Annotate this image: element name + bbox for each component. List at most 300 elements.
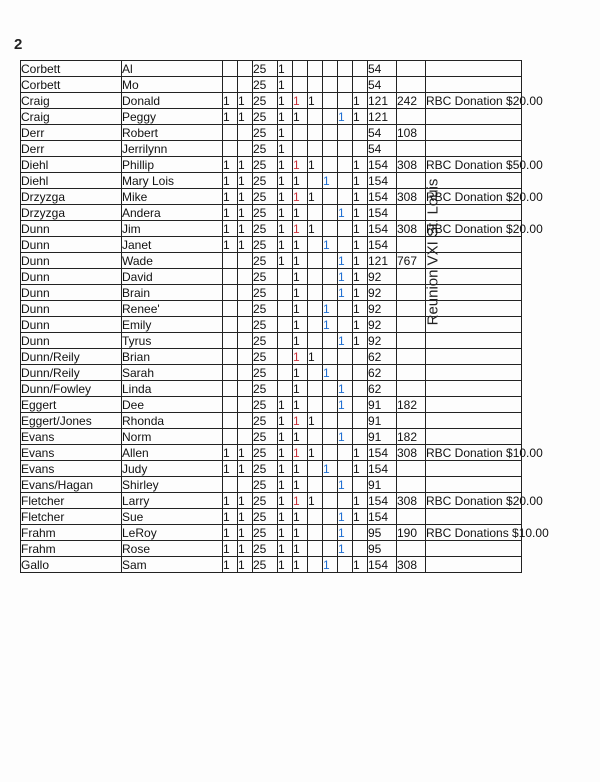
cell-c4: 1 bbox=[278, 397, 293, 413]
cell-c6: 154 bbox=[368, 557, 397, 573]
cell-c3: 25 bbox=[253, 333, 278, 349]
cell-m4: 1 bbox=[338, 205, 353, 221]
cell-c1: 1 bbox=[223, 461, 238, 477]
cell-c5 bbox=[353, 141, 368, 157]
cell-note bbox=[426, 125, 522, 141]
cell-m2: 1 bbox=[308, 413, 323, 429]
cell-m3 bbox=[323, 429, 338, 445]
cell-c6: 154 bbox=[368, 493, 397, 509]
cell-c3: 25 bbox=[253, 445, 278, 461]
cell-c2 bbox=[238, 429, 253, 445]
cell-last: Corbett bbox=[21, 77, 122, 93]
cell-note bbox=[426, 77, 522, 93]
cell-c2: 1 bbox=[238, 205, 253, 221]
table-row bbox=[21, 461, 522, 477]
cell-c6: 154 bbox=[368, 189, 397, 205]
cell-note bbox=[426, 61, 522, 77]
cell-first: Robert bbox=[122, 125, 223, 141]
table-row bbox=[21, 317, 522, 333]
cell-c3: 25 bbox=[253, 109, 278, 125]
cell-c1 bbox=[223, 253, 238, 269]
cell-first: Mo bbox=[122, 77, 223, 93]
cell-last: Dunn/Reily bbox=[21, 349, 122, 365]
cell-c3: 25 bbox=[253, 525, 278, 541]
cell-c7: 182 bbox=[397, 397, 426, 413]
cell-first: Brain bbox=[122, 285, 223, 301]
cell-note bbox=[426, 285, 522, 301]
cell-note bbox=[426, 381, 522, 397]
cell-c5: 1 bbox=[353, 205, 368, 221]
cell-c7 bbox=[397, 317, 426, 333]
table-row bbox=[21, 205, 522, 221]
cell-c6: 91 bbox=[368, 477, 397, 493]
cell-note bbox=[426, 253, 522, 269]
cell-m4: 1 bbox=[338, 253, 353, 269]
cell-c5: 1 bbox=[353, 189, 368, 205]
cell-last: Diehl bbox=[21, 157, 122, 173]
cell-c6: 91 bbox=[368, 413, 397, 429]
table-row bbox=[21, 477, 522, 493]
cell-c4 bbox=[278, 349, 293, 365]
cell-m3 bbox=[323, 205, 338, 221]
cell-c1 bbox=[223, 77, 238, 93]
cell-m2 bbox=[308, 125, 323, 141]
cell-last: Evans bbox=[21, 461, 122, 477]
cell-c6: 121 bbox=[368, 109, 397, 125]
cell-c3: 25 bbox=[253, 317, 278, 333]
table-row bbox=[21, 125, 522, 141]
cell-c5: 1 bbox=[353, 461, 368, 477]
table-row bbox=[21, 413, 522, 429]
cell-c7 bbox=[397, 269, 426, 285]
reunion-table bbox=[20, 60, 549, 573]
cell-m1: 1 bbox=[293, 221, 308, 237]
cell-m2: 1 bbox=[308, 93, 323, 109]
cell-last: Evans bbox=[21, 445, 122, 461]
cell-c5: 1 bbox=[353, 445, 368, 461]
cell-c1 bbox=[223, 413, 238, 429]
cell-last: Derr bbox=[21, 125, 122, 141]
cell-c2: 1 bbox=[238, 557, 253, 573]
cell-note bbox=[426, 301, 522, 317]
cell-c6: 92 bbox=[368, 269, 397, 285]
cell-m1 bbox=[293, 61, 308, 77]
cell-m2 bbox=[308, 557, 323, 573]
cell-m1: 1 bbox=[293, 493, 308, 509]
cell-first: Sam bbox=[122, 557, 223, 573]
cell-c5 bbox=[353, 125, 368, 141]
table-row bbox=[21, 397, 522, 413]
cell-c5: 1 bbox=[353, 93, 368, 109]
cell-c1 bbox=[223, 333, 238, 349]
cell-m3 bbox=[323, 509, 338, 525]
cell-m4 bbox=[338, 77, 353, 93]
cell-m2 bbox=[308, 477, 323, 493]
cell-c2 bbox=[238, 477, 253, 493]
cell-last: Derr bbox=[21, 141, 122, 157]
cell-c7 bbox=[397, 77, 426, 93]
cell-c7 bbox=[397, 61, 426, 77]
cell-c7: 190 bbox=[397, 525, 426, 541]
cell-c6: 62 bbox=[368, 381, 397, 397]
cell-m1: 1 bbox=[293, 525, 308, 541]
cell-c4: 1 bbox=[278, 109, 293, 125]
cell-m3: 1 bbox=[323, 557, 338, 573]
cell-c1: 1 bbox=[223, 109, 238, 125]
cell-note bbox=[426, 429, 522, 445]
table-row bbox=[21, 173, 522, 189]
cell-c2 bbox=[238, 333, 253, 349]
cell-m2 bbox=[308, 77, 323, 93]
cell-c1 bbox=[223, 125, 238, 141]
cell-c4: 1 bbox=[278, 541, 293, 557]
cell-c6: 154 bbox=[368, 445, 397, 461]
cell-c3: 25 bbox=[253, 61, 278, 77]
cell-c5: 1 bbox=[353, 301, 368, 317]
cell-c2 bbox=[238, 397, 253, 413]
cell-m2 bbox=[308, 525, 323, 541]
cell-note bbox=[426, 349, 522, 365]
cell-first: Sarah bbox=[122, 365, 223, 381]
cell-c4: 1 bbox=[278, 173, 293, 189]
cell-c6: 91 bbox=[368, 397, 397, 413]
cell-c4: 1 bbox=[278, 157, 293, 173]
cell-c6: 54 bbox=[368, 125, 397, 141]
cell-m1: 1 bbox=[293, 205, 308, 221]
cell-c2 bbox=[238, 301, 253, 317]
table-row bbox=[21, 269, 522, 285]
cell-c5: 1 bbox=[353, 109, 368, 125]
cell-first: Norm bbox=[122, 429, 223, 445]
cell-note bbox=[426, 317, 522, 333]
cell-m1: 1 bbox=[293, 237, 308, 253]
cell-c7: 308 bbox=[397, 157, 426, 173]
cell-m4: 1 bbox=[338, 429, 353, 445]
cell-m1: 1 bbox=[293, 189, 308, 205]
cell-first: Judy bbox=[122, 461, 223, 477]
cell-c1 bbox=[223, 349, 238, 365]
cell-c2 bbox=[238, 413, 253, 429]
cell-c7 bbox=[397, 413, 426, 429]
cell-c6: 92 bbox=[368, 317, 397, 333]
cell-m1: 1 bbox=[293, 445, 308, 461]
cell-c6: 154 bbox=[368, 205, 397, 221]
cell-m3 bbox=[323, 141, 338, 157]
cell-m3 bbox=[323, 125, 338, 141]
cell-note bbox=[426, 557, 522, 573]
cell-m2 bbox=[308, 381, 323, 397]
cell-c1: 1 bbox=[223, 173, 238, 189]
cell-m2: 1 bbox=[308, 445, 323, 461]
cell-c7 bbox=[397, 541, 426, 557]
cell-m3 bbox=[323, 413, 338, 429]
cell-c6: 54 bbox=[368, 77, 397, 93]
cell-c2 bbox=[238, 349, 253, 365]
cell-last: Dunn/Fowley bbox=[21, 381, 122, 397]
cell-c6: 62 bbox=[368, 349, 397, 365]
cell-m4 bbox=[338, 189, 353, 205]
cell-c4: 1 bbox=[278, 221, 293, 237]
cell-m1: 1 bbox=[293, 381, 308, 397]
table-row bbox=[21, 541, 522, 557]
cell-c3: 25 bbox=[253, 365, 278, 381]
cell-first: Donald bbox=[122, 93, 223, 109]
table-row bbox=[21, 285, 522, 301]
cell-c5: 1 bbox=[353, 285, 368, 301]
cell-m1: 1 bbox=[293, 285, 308, 301]
cell-m3 bbox=[323, 349, 338, 365]
cell-m4: 1 bbox=[338, 397, 353, 413]
cell-c2: 1 bbox=[238, 493, 253, 509]
cell-c2: 1 bbox=[238, 509, 253, 525]
cell-m3 bbox=[323, 61, 338, 77]
table-row bbox=[21, 445, 522, 461]
cell-c4 bbox=[278, 317, 293, 333]
cell-c1 bbox=[223, 285, 238, 301]
cell-c1 bbox=[223, 301, 238, 317]
cell-m3: 1 bbox=[323, 237, 338, 253]
cell-m4: 1 bbox=[338, 525, 353, 541]
cell-c2: 1 bbox=[238, 221, 253, 237]
cell-m2 bbox=[308, 109, 323, 125]
cell-c7: 308 bbox=[397, 221, 426, 237]
cell-m2 bbox=[308, 173, 323, 189]
cell-c7: 308 bbox=[397, 445, 426, 461]
cell-m3 bbox=[323, 77, 338, 93]
cell-c3: 25 bbox=[253, 557, 278, 573]
table-row bbox=[21, 237, 522, 253]
cell-m2 bbox=[308, 429, 323, 445]
cell-note bbox=[426, 365, 522, 381]
cell-m2 bbox=[308, 509, 323, 525]
cell-m3 bbox=[323, 221, 338, 237]
cell-m3 bbox=[323, 157, 338, 173]
cell-m1: 1 bbox=[293, 93, 308, 109]
cell-c2: 1 bbox=[238, 525, 253, 541]
cell-c7 bbox=[397, 477, 426, 493]
cell-c3: 25 bbox=[253, 189, 278, 205]
cell-m3 bbox=[323, 381, 338, 397]
cell-c5: 1 bbox=[353, 237, 368, 253]
cell-first: Renee' bbox=[122, 301, 223, 317]
cell-m4 bbox=[338, 157, 353, 173]
cell-c5 bbox=[353, 381, 368, 397]
table-row bbox=[21, 77, 522, 93]
cell-m2: 1 bbox=[308, 221, 323, 237]
cell-m4 bbox=[338, 221, 353, 237]
cell-m4 bbox=[338, 493, 353, 509]
cell-c7: 182 bbox=[397, 429, 426, 445]
cell-first: Sue bbox=[122, 509, 223, 525]
cell-last: Fletcher bbox=[21, 509, 122, 525]
cell-c1: 1 bbox=[223, 237, 238, 253]
cell-c2 bbox=[238, 61, 253, 77]
cell-c5 bbox=[353, 429, 368, 445]
cell-c3: 25 bbox=[253, 237, 278, 253]
cell-m2 bbox=[308, 141, 323, 157]
cell-c3: 25 bbox=[253, 509, 278, 525]
cell-m4: 1 bbox=[338, 285, 353, 301]
table-row bbox=[21, 109, 522, 125]
cell-first: Linda bbox=[122, 381, 223, 397]
cell-m4 bbox=[338, 237, 353, 253]
cell-c5 bbox=[353, 397, 368, 413]
cell-m4: 1 bbox=[338, 541, 353, 557]
cell-c1 bbox=[223, 141, 238, 157]
cell-c1 bbox=[223, 397, 238, 413]
cell-c7: 308 bbox=[397, 189, 426, 205]
cell-c3: 25 bbox=[253, 93, 278, 109]
cell-c4: 1 bbox=[278, 413, 293, 429]
cell-c7: 308 bbox=[397, 493, 426, 509]
cell-m1 bbox=[293, 77, 308, 93]
cell-c6: 92 bbox=[368, 301, 397, 317]
cell-m2 bbox=[308, 269, 323, 285]
cell-first: Mike bbox=[122, 189, 223, 205]
cell-c4: 1 bbox=[278, 445, 293, 461]
cell-m2 bbox=[308, 61, 323, 77]
cell-m1: 1 bbox=[293, 509, 308, 525]
cell-m4 bbox=[338, 413, 353, 429]
table-row bbox=[21, 157, 522, 173]
cell-c6: 154 bbox=[368, 157, 397, 173]
cell-m1: 1 bbox=[293, 157, 308, 173]
cell-m3 bbox=[323, 285, 338, 301]
cell-c7 bbox=[397, 381, 426, 397]
table-row bbox=[21, 141, 522, 157]
cell-last: Dunn bbox=[21, 317, 122, 333]
cell-c6: 95 bbox=[368, 525, 397, 541]
cell-c5 bbox=[353, 413, 368, 429]
cell-c7 bbox=[397, 509, 426, 525]
cell-c2 bbox=[238, 141, 253, 157]
cell-first: Jerrilynn bbox=[122, 141, 223, 157]
cell-first: Mary Lois bbox=[122, 173, 223, 189]
cell-first: Janet bbox=[122, 237, 223, 253]
cell-m1: 1 bbox=[293, 365, 308, 381]
cell-m3 bbox=[323, 477, 338, 493]
cell-c7: 108 bbox=[397, 125, 426, 141]
cell-c4 bbox=[278, 381, 293, 397]
cell-c3: 25 bbox=[253, 77, 278, 93]
cell-c3: 25 bbox=[253, 285, 278, 301]
cell-m1: 1 bbox=[293, 301, 308, 317]
cell-m3 bbox=[323, 541, 338, 557]
cell-m1: 1 bbox=[293, 253, 308, 269]
table-row bbox=[21, 429, 522, 445]
cell-c3: 25 bbox=[253, 397, 278, 413]
cell-c2: 1 bbox=[238, 461, 253, 477]
cell-c5 bbox=[353, 477, 368, 493]
cell-m3 bbox=[323, 445, 338, 461]
cell-first: David bbox=[122, 269, 223, 285]
cell-note bbox=[426, 205, 522, 221]
cell-c7 bbox=[397, 237, 426, 253]
cell-m3: 1 bbox=[323, 365, 338, 381]
cell-note: RBC Donation $20.00 bbox=[426, 221, 543, 236]
cell-c6: 154 bbox=[368, 173, 397, 189]
cell-note bbox=[426, 141, 522, 157]
cell-m4 bbox=[338, 557, 353, 573]
cell-c1: 1 bbox=[223, 509, 238, 525]
cell-c1: 1 bbox=[223, 557, 238, 573]
cell-c3: 25 bbox=[253, 221, 278, 237]
cell-c4: 1 bbox=[278, 461, 293, 477]
cell-c4: 1 bbox=[278, 93, 293, 109]
cell-m4: 1 bbox=[338, 333, 353, 349]
cell-c4 bbox=[278, 333, 293, 349]
cell-last: Dunn bbox=[21, 301, 122, 317]
cell-c1 bbox=[223, 317, 238, 333]
cell-c4: 1 bbox=[278, 493, 293, 509]
cell-c4: 1 bbox=[278, 429, 293, 445]
cell-m1: 1 bbox=[293, 349, 308, 365]
cell-m2: 1 bbox=[308, 189, 323, 205]
cell-c3: 25 bbox=[253, 349, 278, 365]
cell-note bbox=[426, 173, 522, 189]
cell-m1: 1 bbox=[293, 477, 308, 493]
cell-note bbox=[426, 269, 522, 285]
cell-m2 bbox=[308, 397, 323, 413]
cell-m4 bbox=[338, 349, 353, 365]
cell-c1: 1 bbox=[223, 525, 238, 541]
cell-last: Dunn bbox=[21, 285, 122, 301]
cell-note bbox=[426, 461, 522, 477]
cell-m4 bbox=[338, 141, 353, 157]
cell-c3: 25 bbox=[253, 141, 278, 157]
cell-m1: 1 bbox=[293, 173, 308, 189]
cell-m3 bbox=[323, 253, 338, 269]
cell-last: Evans bbox=[21, 429, 122, 445]
cell-m4: 1 bbox=[338, 269, 353, 285]
cell-c5: 1 bbox=[353, 493, 368, 509]
cell-m1 bbox=[293, 141, 308, 157]
cell-c6: 54 bbox=[368, 61, 397, 77]
cell-last: Drzyzga bbox=[21, 189, 122, 205]
cell-c5: 1 bbox=[353, 269, 368, 285]
table-row bbox=[21, 493, 522, 509]
cell-c6: 154 bbox=[368, 221, 397, 237]
cell-last: Drzyzga bbox=[21, 205, 122, 221]
cell-first: Rhonda bbox=[122, 413, 223, 429]
cell-c4 bbox=[278, 269, 293, 285]
cell-m4: 1 bbox=[338, 509, 353, 525]
cell-c7 bbox=[397, 141, 426, 157]
table-row bbox=[21, 301, 522, 317]
cell-c4: 1 bbox=[278, 557, 293, 573]
cell-m3 bbox=[323, 269, 338, 285]
cell-first: Peggy bbox=[122, 109, 223, 125]
cell-m3: 1 bbox=[323, 301, 338, 317]
cell-c1: 1 bbox=[223, 541, 238, 557]
cell-c7: 242 bbox=[397, 93, 426, 109]
table-row bbox=[21, 365, 522, 381]
cell-c7 bbox=[397, 285, 426, 301]
cell-c2: 1 bbox=[238, 445, 253, 461]
cell-c1 bbox=[223, 365, 238, 381]
cell-m4 bbox=[338, 61, 353, 77]
cell-c3: 25 bbox=[253, 413, 278, 429]
cell-c3: 25 bbox=[253, 157, 278, 173]
cell-m2 bbox=[308, 317, 323, 333]
cell-last: Evans/Hagan bbox=[21, 477, 122, 493]
cell-m4: 1 bbox=[338, 381, 353, 397]
cell-c6: 92 bbox=[368, 285, 397, 301]
cell-c1: 1 bbox=[223, 221, 238, 237]
cell-first: Brian bbox=[122, 349, 223, 365]
cell-first: Jim bbox=[122, 221, 223, 237]
cell-last: Fletcher bbox=[21, 493, 122, 509]
